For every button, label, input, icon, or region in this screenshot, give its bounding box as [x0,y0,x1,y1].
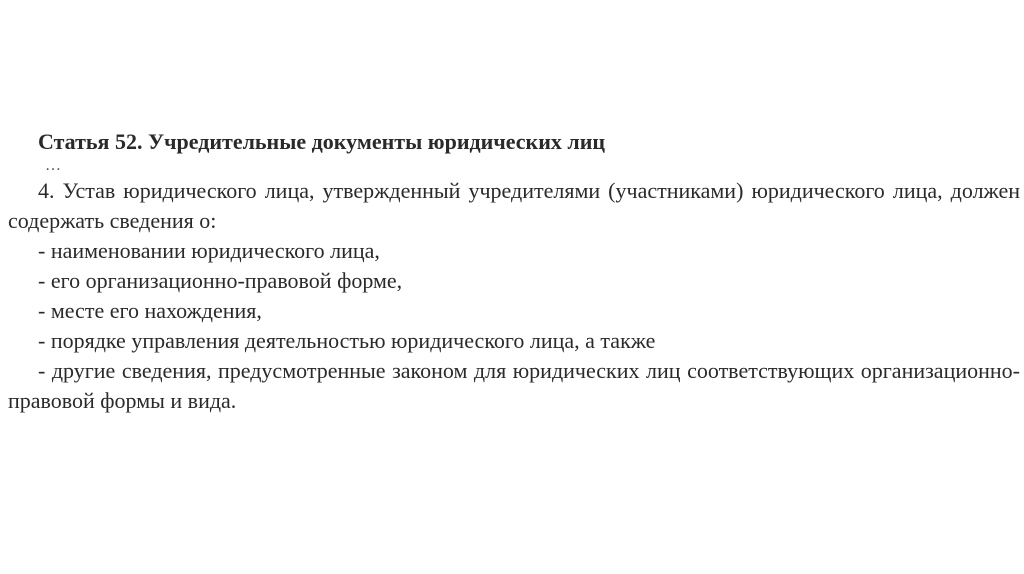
list-item: - наименовании юридического лица, [38,238,380,263]
ellipsis-mark: … [45,157,61,174]
list-item: - другие сведения, предусмотренные законом для юридических лиц соответствующих организационно-правовой формы и вида. [8,358,1020,413]
list-item: - порядке управления деятельностью юридического лица, а также [38,328,656,353]
list-item: - его организационно-правовой форме, [38,268,403,293]
article-paragraph: 4. Устав юридического лица, утвержденный учредителями (участниками) юридического лица, должен содержать сведения о: [8,178,1020,233]
article-content [8,126,1020,416]
article-title: Статья 52. Учредительные документы юридических лиц [38,129,606,154]
list-item: - месте его нахождения, [38,298,262,323]
